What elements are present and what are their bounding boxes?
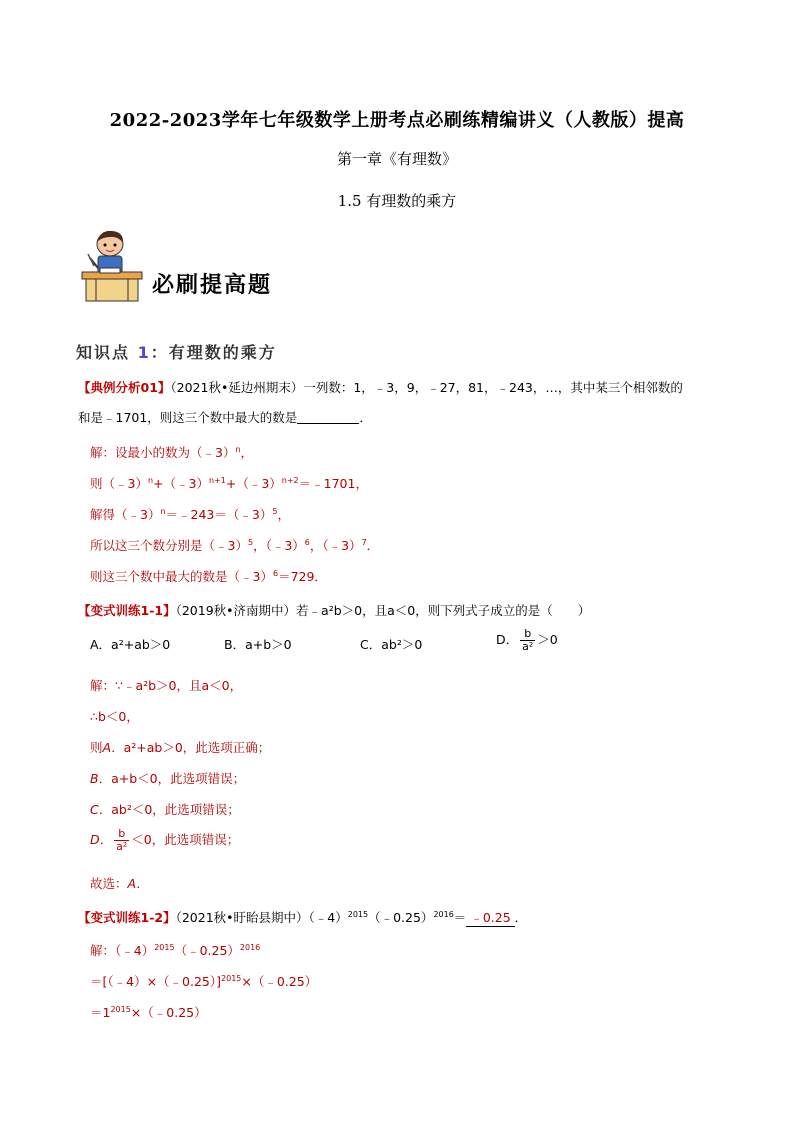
option-a: A．a²+ab＞0 <box>90 637 171 652</box>
solution-line: 所以这三个数分别是（﹣3）$^5$，（﹣3）$^6$，（﹣3）$^7$． <box>90 537 380 553</box>
solution-line: C．ab²＜0，此选项错误； <box>90 802 240 817</box>
chapter-title: 第一章《有理数》 <box>336 150 457 168</box>
solution-line: 解得（﹣3）$^n$＝﹣243＝（﹣3）$^5$， <box>90 506 290 522</box>
option-d: D． $\frac{b}{\text{a²}}$ ＞0 <box>496 627 558 653</box>
section-title: 1.5 有理数的乘方 <box>337 192 457 210</box>
answer-blank <box>297 411 359 424</box>
solution-line: 故选：A． <box>90 876 149 891</box>
solution-line: ＝[（﹣4）×（﹣0.25）]$^{2015}$×（﹣0.25） <box>90 973 318 989</box>
answer-fill: ﹣0.25 <box>466 908 514 927</box>
variant2-question: 【变式训练1-2】（2021秋•盱眙县期中）（﹣4）$^{2015}$（﹣0.25）$^{2016}$＝ ﹣0.25 ． <box>78 909 528 925</box>
banner-heading: 必刷提高题 <box>152 273 273 298</box>
solution-line: 解：设最小的数为（﹣3）$^n$， <box>90 444 254 460</box>
option-b: B．a+b＞0 <box>224 637 292 652</box>
student-at-desk-icon <box>78 228 148 310</box>
example-question-line2: 和是﹣1701，则这三个数中最大的数是 ． <box>78 410 372 425</box>
solution-line: $=1^{2015}\times(﹣0.25)$ <box>90 1004 207 1020</box>
option-c: C．ab²＞0 <box>360 637 423 652</box>
variant1-question: 【变式训练1-1】（2019秋•济南期中）若﹣a²b＞0，且a＜0，则下列式子成立的是（ ） <box>78 603 591 618</box>
solution-line: 解：∵﹣a²b＞0，且a＜0， <box>90 678 243 693</box>
solution-line: 则（﹣3）$^n$+（﹣3）$^{n+1}$+（﹣3）$^{n+2}$＝﹣1701， <box>90 475 368 491</box>
solution-line: ∴b＜0， <box>90 709 139 724</box>
solution-line: D． $\frac{b}{\text{a²}}$ ＜0，此选项错误； <box>90 827 240 853</box>
knowledge-point-heading: 知识点 1：有理数的乘方 <box>76 343 277 362</box>
document-title: 2022-2023学年七年级数学上册考点必刷练精编讲义（人教版）提高 <box>109 110 685 131</box>
solution-line: 则A．a²+ab＞0，此选项正确； <box>90 740 271 755</box>
solution-line: 则这三个数中最大的数是（﹣3）$^6$＝729． <box>90 568 327 584</box>
example-question-line1: 【典例分析01】（2021秋•延边州期末）一列数：1，﹣3，9，﹣27，81，﹣243，…，其中某三个相邻数的 <box>78 380 683 395</box>
solution-line: 解：（﹣4）$^{2015}$（﹣0.25）$^{2016}$ <box>90 942 261 958</box>
solution-line: B．a+b＜0，此选项错误； <box>90 771 246 786</box>
